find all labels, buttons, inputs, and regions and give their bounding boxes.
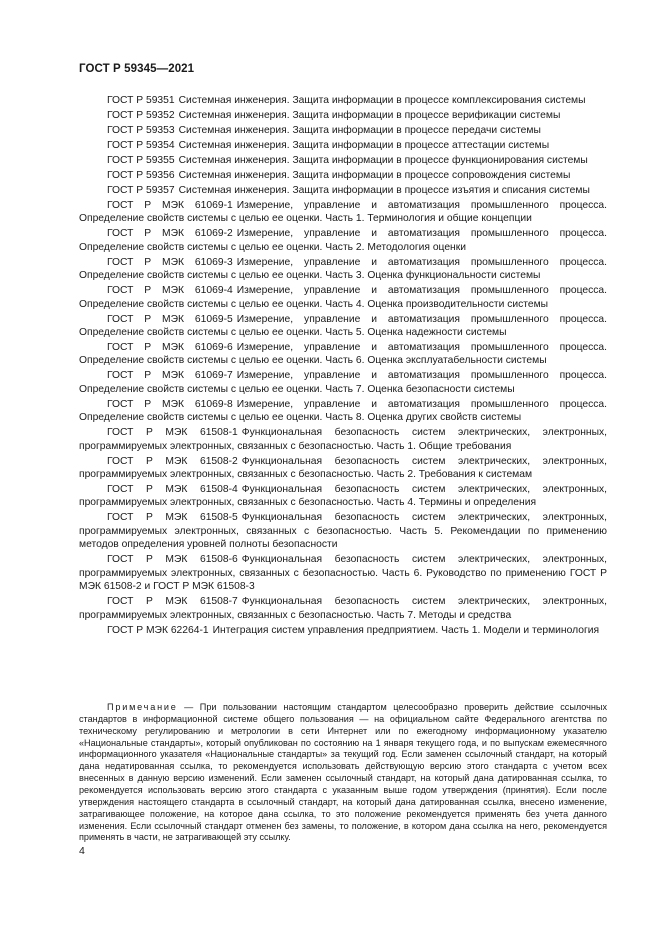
reference-item [79, 256, 607, 283]
document-header: ГОСТ Р 59345—2021 [79, 63, 195, 75]
reference-item [79, 553, 607, 593]
reference-list [79, 94, 607, 639]
reference-item [79, 169, 607, 182]
note-label: Примечание [107, 702, 178, 713]
reference-code: ГОСТ Р МЭК 61069-8 [107, 398, 233, 410]
reference-title: Системная инженерия. Защита информации в процессе передачи системы [178, 125, 541, 136]
reference-code: ГОСТ Р МЭК 61069-5 [107, 313, 233, 325]
reference-title: Измерение, управление и автоматизация промышленного процесса. Определение свойств системы с целью ее оценки. Часть 1. Терминология и общие концепции [79, 200, 608, 225]
reference-title: Измерение, управление и автоматизация промышленного процесса. Определение свойств системы с целью ее оценки. Часть 4. Оценка производительности системы [79, 285, 608, 310]
reference-title: Измерение, управление и автоматизация промышленного процесса. Определение свойств системы с целью ее оценки. Часть 7. Оценка безопасности системы [79, 370, 608, 395]
reference-item [79, 94, 607, 107]
reference-item [79, 624, 607, 637]
reference-code: ГОСТ Р МЭК 61508-4 [107, 484, 238, 496]
reference-code: ГОСТ Р МЭК 61508-5 [107, 512, 238, 524]
reference-item [79, 227, 607, 254]
reference-code: ГОСТ Р МЭК 61069-4 [107, 285, 233, 297]
reference-code: ГОСТ Р МЭК 61508-2 [107, 455, 238, 467]
reference-code: ГОСТ Р МЭК 61508-6 [107, 554, 238, 566]
reference-item [79, 511, 607, 551]
reference-title: Интеграция систем управления предприятием. Часть 1. Модели и терминология [212, 624, 600, 636]
reference-code: ГОСТ Р 59352 [107, 110, 175, 121]
reference-title: Системная инженерия. Защита информации в процессе изъятия и списания системы [178, 185, 590, 196]
reference-item [79, 139, 607, 152]
reference-title: Измерение, управление и автоматизация промышленного процесса. Определение свойств системы с целью ее оценки. Часть 3. Оценка функциональности системы [79, 256, 608, 282]
reference-item [79, 313, 607, 340]
reference-title: Функциональная безопасность систем электрических, электронных, программируемых электронных, связанных с безопасностью. Часть 7. Методы и средства [79, 596, 608, 621]
reference-code: ГОСТ Р 59353 [107, 125, 175, 136]
reference-code: ГОСТ Р МЭК 61069-7 [107, 370, 233, 382]
reference-code: ГОСТ Р 59354 [107, 140, 175, 151]
reference-code: ГОСТ Р 59357 [107, 185, 175, 196]
reference-item [79, 199, 607, 226]
reference-title: Функциональная безопасность систем электрических, электронных, программируемых электронных, связанных с безопасностью. Часть 2. Требования к системам [79, 455, 608, 481]
reference-item [79, 154, 607, 167]
reference-title: Измерение, управление и автоматизация промышленного процесса. Определение свойств системы с целью ее оценки. Часть 5. Оценка надежности системы [79, 313, 608, 339]
reference-item [79, 124, 607, 137]
reference-title: Функциональная безопасность систем электрических, электронных, программируемых электронных, связанных с безопасностью. Часть 5. Рекомендации по применению методов определения уровней полноты безопасности [79, 512, 608, 551]
reference-code: ГОСТ Р МЭК 61508-7 [107, 596, 238, 608]
reference-item [79, 595, 607, 622]
reference-code: ГОСТ Р МЭК 61508-1 [107, 427, 238, 439]
reference-title: Функциональная безопасность систем электрических, электронных, программируемых электронных, связанных с безопасностью. Часть 4. Термины и определения [79, 484, 608, 509]
reference-title: Системная инженерия. Защита информации в процессе аттестации системы [178, 140, 550, 151]
reference-title: Функциональная безопасность систем электрических, электронных, программируемых электронных, связанных с безопасностью. Часть 6. Руководство по применению ГОСТ Р МЭК 61508-2 и ГОСТ Р МЭК 61508-3 [79, 554, 608, 593]
reference-item [79, 109, 607, 122]
reference-title: Системная инженерия. Защита информации в процессе функционирования системы [178, 155, 588, 166]
reference-title: Системная инженерия. Защита информации в процессе верификации системы [178, 110, 561, 121]
reference-item [79, 398, 607, 425]
reference-item [79, 369, 607, 396]
reference-item [79, 455, 607, 482]
reference-code: ГОСТ Р МЭК 61069-1 [107, 200, 233, 211]
reference-item [79, 184, 607, 197]
reference-code: ГОСТ Р МЭК 62264-1 [107, 624, 209, 636]
note-text: — При пользовании настоящим стандартом целесообразно проверить действие ссылочных стандартов в информационной системе общего пользования — на официальном сайте Федерального агентства по техническому регулированию и метрологии в сети Интернет или по ежегодному информационному указателю «Национальные стандарты», который опубликован по состоянию на 1 января текущего года, и по выпускам ежемесячного информационного указателя «Национальные стандарты» за текущий год. Если заменен ссылочный стандарт, на который дана недатированная ссылка, то рекомендуется использовать действующую версию этого стандарта с учетом всех внесенных в данную версию изменений. Если заменен ссылочный стандарт, на который дана датированная ссылка, то рекомендуется использовать версию этого стандарта с указанным выше годом утверждения (принятия). Если после утверждения настоящего стандарта в ссылочный стандарт, на который дана датированная ссылка, внесено изменение, затрагивающее положение, на которое дана ссылка, то это положение рекомендуется применять без учета данного изменения. Если ссылочный стандарт отменен без замены, то положение, в котором дана ссылка на него, рекомендуется применять в части, не затрагивающей эту ссылку. [79, 702, 607, 843]
reference-code: ГОСТ Р МЭК 61069-6 [107, 342, 233, 354]
reference-title: Измерение, управление и автоматизация промышленного процесса. Определение свойств системы с целью ее оценки. Часть 2. Методология оценки [79, 228, 608, 253]
reference-title: Измерение, управление и автоматизация промышленного процесса. Определение свойств системы с целью ее оценки. Часть 8. Оценка других свойств системы [79, 398, 608, 424]
reference-item [79, 426, 607, 453]
reference-code: ГОСТ Р 59351 [107, 95, 175, 106]
reference-title: Измерение, управление и автоматизация промышленного процесса. Определение свойств системы с целью ее оценки. Часть 6. Оценка эксплуатабельности системы [79, 342, 608, 367]
note-paragraph [79, 702, 607, 844]
reference-item [79, 483, 607, 510]
reference-item [79, 284, 607, 311]
reference-title: Системная инженерия. Защита информации в процессе комплексирования системы [178, 95, 586, 106]
reference-code: ГОСТ Р 59355 [107, 155, 175, 166]
reference-code: ГОСТ Р 59356 [107, 170, 175, 181]
reference-code: ГОСТ Р МЭК 61069-3 [107, 256, 233, 268]
reference-code: ГОСТ Р МЭК 61069-2 [107, 228, 233, 240]
reference-title: Системная инженерия. Защита информации в процессе сопровождения системы [178, 170, 571, 181]
reference-title: Функциональная безопасность систем электрических, электронных, программируемых электронных, связанных с безопасностью. Часть 1. Общие требования [79, 427, 608, 452]
reference-item [79, 341, 607, 368]
page-number: 4 [79, 845, 85, 857]
